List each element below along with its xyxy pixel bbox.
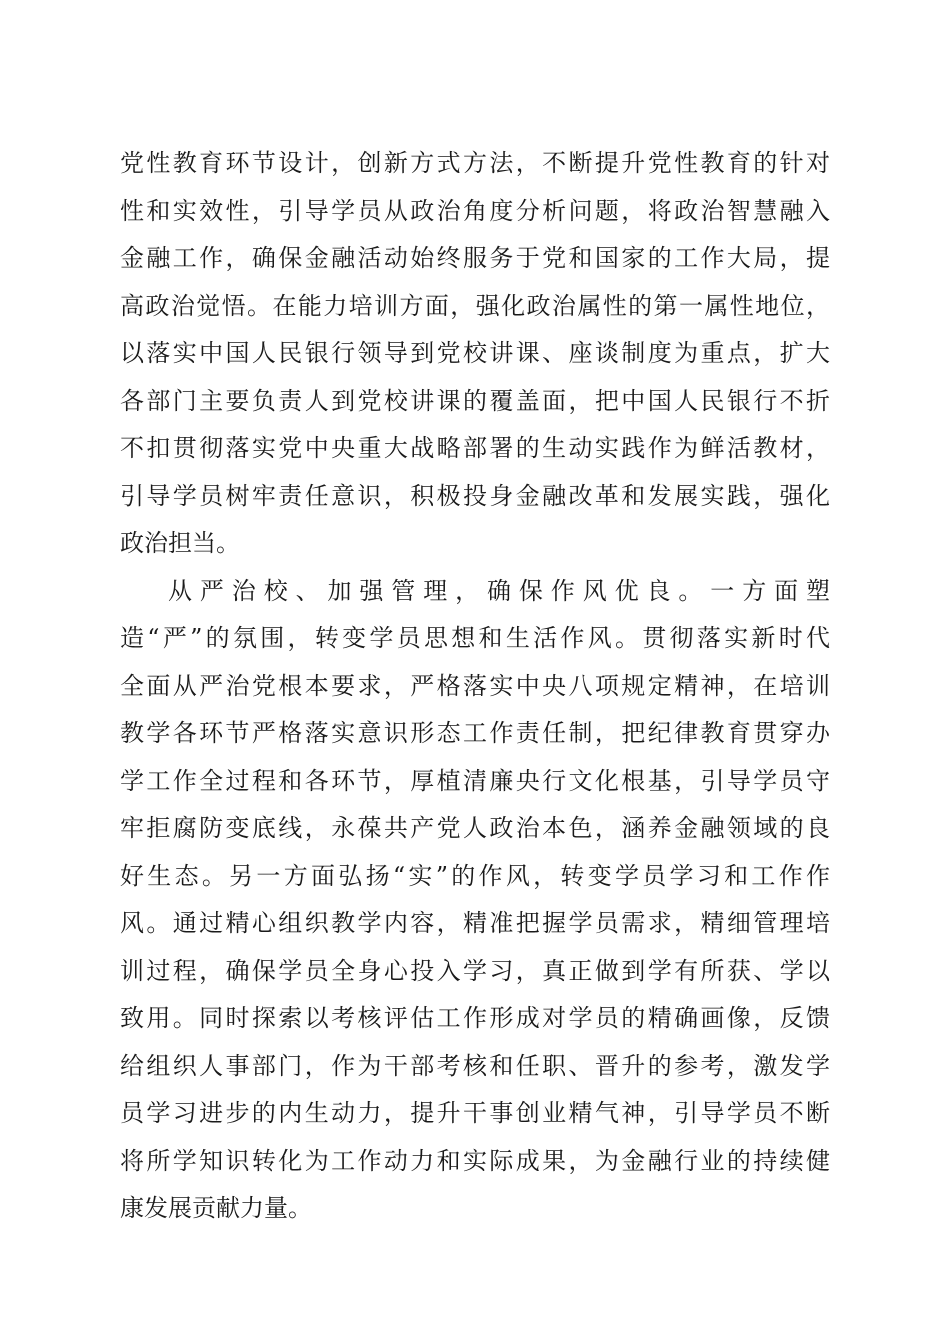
text-line: 以落实中国人民银行领导到党校讲课、座谈制度为重点，扩大 [120,339,830,367]
text-line: 教学各环节严格落实意识形态工作责任制，把纪律教育贯穿办 [120,719,830,747]
text-line: 好生态。另一方面弘扬“实”的作风，转变学员学习和工作作 [120,861,830,890]
text-line: 不扣贯彻落实党中央重大战略部署的生动实践作为鲜活教材， [120,434,830,462]
text-line: 给组织人事部门，作为干部考核和任职、晋升的参考，激发学 [120,1051,830,1080]
text-line: 牢拒腐防变底线，永葆共产党人政治本色，涵养金融领域的良 [120,814,830,842]
text-line: 引导学员树牢责任意识，积极投身金融改革和发展实践，强化 [120,481,830,510]
text-line: 各部门主要负责人到党校讲课的覆盖面，把中国人民银行不折 [120,386,830,415]
text-line: 将所学知识转化为工作动力和实际成果，为金融行业的持续健 [120,1146,830,1175]
paragraph-2 [120,568,830,1233]
text-line: 员学习进步的内生动力，提升干事创业精气神，引导学员不断 [120,1099,830,1127]
text-line: 党性教育环节设计，创新方式方法，不断提升党性教育的针对 [120,149,830,177]
text-line: 高政治觉悟。在能力培训方面，强化政治属性的第一属性地位， [120,291,830,320]
paragraph-1 [120,140,830,568]
text-line: 全面从严治党根本要求，严格落实中央八项规定精神，在培训 [120,671,830,700]
body-text [120,140,830,1233]
text-line: 政治担当。 [120,529,240,557]
text-line: 训过程，确保学员全身心投入学习，真正做到学有所获、学以 [120,956,830,985]
text-line: 致用。同时探索以考核评估工作形成对学员的精确画像，反馈 [120,1004,830,1032]
text-line: 风。通过精心组织教学内容，精准把握学员需求，精细管理培 [120,909,830,937]
text-line: 学工作全过程和各环节，厚植清廉央行文化根基，引导学员守 [120,766,830,795]
text-line: 金融工作，确保金融活动始终服务于党和国家的工作大局，提 [120,244,830,272]
text-line: 康发展贡献力量。 [120,1194,312,1222]
text-line: 造“严”的氛围，转变学员思想和生活作风。贯彻落实新时代 [120,624,830,652]
text-line: 性和实效性，引导学员从政治角度分析问题，将政治智慧融入 [120,196,830,225]
text-line: 从严治校、加强管理，确保作风优良。一方面塑 [168,576,830,605]
